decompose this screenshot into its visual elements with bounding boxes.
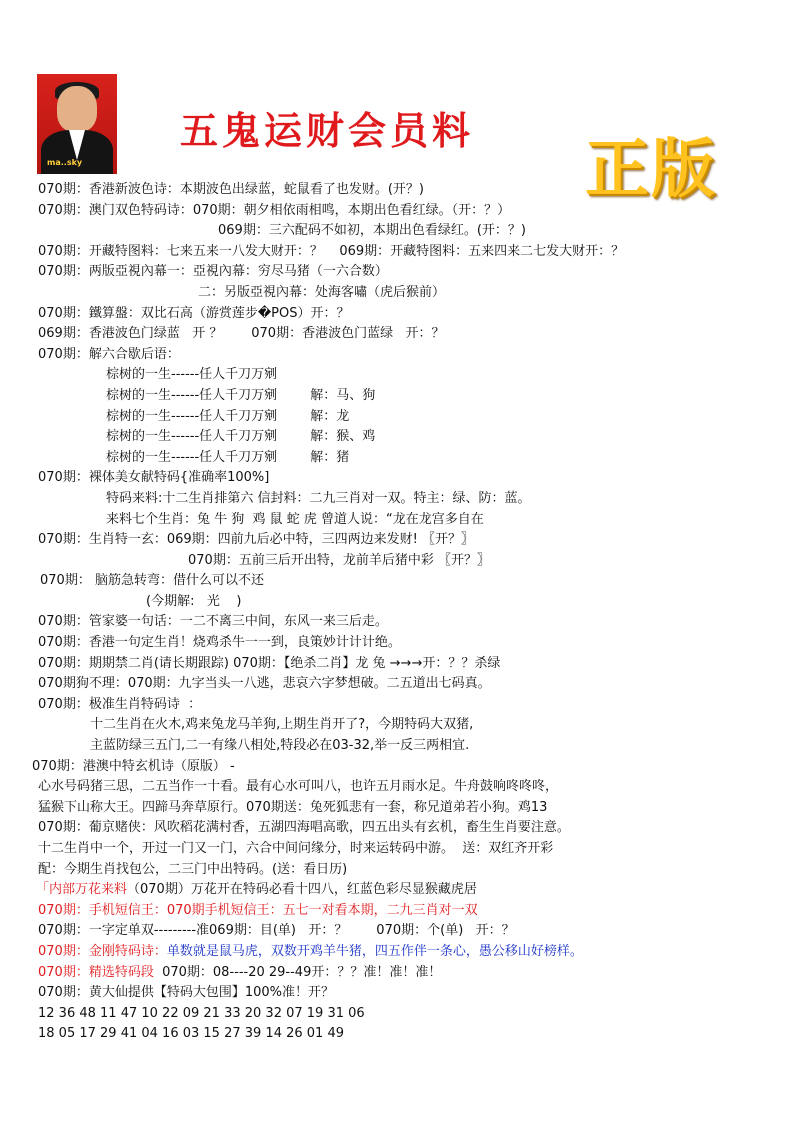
text-segment: 主蓝防绿三五门,二一有缘八相处,特段必在03-32,举一反三两相宜. — [90, 738, 470, 754]
text-line — [0, 283, 795, 304]
text-line — [0, 345, 795, 366]
text-segment: 070期： 脑筋急转弯：借什么可以不还 — [40, 573, 264, 589]
text-segment: 070期：极准生肖特码诗 ： — [38, 696, 202, 712]
text-segment: 猛猴下山称大王。四蹄马奔草原行。070期送：兔死狐悲有一套，称兄道弟若小狗。鸡13 — [38, 799, 548, 815]
text-line — [0, 674, 795, 695]
text-segment: 069期：三六配码不如初，本期出色看绿红。(开：？) — [218, 223, 526, 239]
text-segment: 棕树的一生------任人千刀万剜 解：龙 — [106, 408, 350, 424]
text-line — [0, 901, 795, 922]
text-line — [0, 880, 795, 901]
text-segment: 棕树的一生------任人千刀万剜 解：猪 — [106, 449, 350, 465]
text-line — [0, 736, 795, 757]
text-line — [0, 592, 795, 613]
text-segment: 十二生肖在火木,鸡来兔龙马羊狗,上期生肖开了?，今期特码大双猪, — [90, 717, 474, 733]
text-segment: 来料七个生肖：兔 牛 狗 鸡 鼠 蛇 虎 曾道人说：“龙在龙宫多自在 — [106, 511, 484, 527]
text-line — [0, 633, 795, 654]
text-line — [0, 304, 795, 325]
text-line — [0, 695, 795, 716]
text-segment: 070期：手机短信王：070期手机短信王：五七一对看本期，二九三肖对一双 — [38, 902, 478, 918]
text-segment: 棕树的一生------任人千刀万剜 解：马、狗 — [106, 387, 376, 403]
text-segment: 二：另版亞視內幕：处海客嘯（虎后猴前） — [198, 284, 446, 300]
text-line — [0, 1004, 795, 1025]
text-segment: 070期：裸体美女献特码{准确率100%] — [38, 470, 270, 486]
text-segment: 棕树的一生------任人千刀万剜 解：猴、鸡 — [106, 429, 376, 445]
text-segment: 070期：香港新波色诗：本期波色出绿蓝，蛇鼠看了也发财。(开？) — [38, 182, 424, 197]
text-line — [0, 262, 795, 283]
text-line — [0, 654, 795, 675]
text-line — [0, 201, 795, 222]
text-segment: 070期：港澳中特玄机诗（原版） - — [32, 758, 235, 774]
text-segment: 配：今期生肖找包公，二三门中出特码。(送：看日历) — [38, 861, 348, 877]
text-line — [0, 551, 795, 572]
text-segment: 单数就是鼠马虎，双数开鸡羊牛猪，四五作伴一条心，愚公移山好榜样。 — [166, 943, 583, 959]
text-segment: 心水号码猪三思，二五当作一十看。最有心水可叫八，也许五月雨水足。牛舟鼓响咚咚咚， — [38, 779, 559, 795]
text-line — [0, 571, 795, 592]
text-segment: 070期：澳门双色特码诗：070期：朝夕相依雨相鸣，本期出色看红绿。（开：？） — [38, 202, 511, 218]
text-segment: 070期：两版亞視內幕一：亞視內幕：穷尽马猪（一六合数） — [38, 264, 388, 280]
text-line — [0, 818, 795, 839]
text-segment: 070期：解六合歇后语： — [38, 346, 180, 362]
text-segment: 069期：香港波色门绿蓝 开 ？ 070期：香港波色门蓝绿 开：？ — [38, 326, 445, 342]
text-line — [0, 757, 795, 778]
text-line — [0, 365, 795, 386]
text-segment: （070期）万花开在特码必看十四八，红蓝色彩尽显猴藏虎居 — [127, 882, 477, 898]
text-segment: 「内部万花来料 — [36, 882, 128, 898]
text-segment: 十二生肖中一个，开过一门又一门，六合中间问缘分，时来运转码中游。 送：双红齐开彩 — [38, 841, 554, 856]
text-segment: 070期：一字定单双---------准069期：目(单) 开：？ 070期：个(单) 开：？ — [38, 923, 515, 939]
text-line — [0, 777, 795, 798]
page-title: 五鬼运财会员料 — [180, 108, 475, 153]
text-line — [0, 448, 795, 469]
text-segment: 18 05 17 29 41 04 16 03 15 27 39 14 26 01 49 — [38, 1026, 344, 1042]
text-segment: 070期：五前三后开出特，龙前羊后猪中彩 〖开？〗 — [188, 552, 490, 568]
text-line — [0, 386, 795, 407]
text-line — [0, 839, 795, 860]
document-body — [0, 180, 795, 1045]
text-line — [0, 983, 795, 1004]
text-line — [0, 798, 795, 819]
text-line — [0, 530, 795, 551]
portrait-face — [57, 86, 97, 132]
text-line — [0, 942, 795, 963]
text-segment: 070期：金刚特码诗： — [38, 943, 167, 959]
text-segment: 070期：葡京赌侠：风吹稻花满村香，五湖四海唱高歌，四五出头有玄机，畜生生肖要注意。 — [38, 820, 570, 836]
portrait-photo — [37, 74, 117, 174]
text-line — [0, 860, 795, 881]
text-segment: 070期：生肖特一玄：069期：四前九后必中特，三四两边来发财! 〖开？〗 — [38, 532, 474, 548]
authentic-badge: 正版 — [585, 133, 717, 207]
text-line — [0, 510, 795, 531]
text-line — [0, 324, 795, 345]
text-line — [0, 1024, 795, 1045]
text-segment: 070期：精选特码段 — [38, 964, 154, 980]
text-segment: 070期狗不理：070期：九字当头一八逃，悲哀六字梦想破。二五道出七码真。 — [38, 676, 491, 692]
text-line — [0, 612, 795, 633]
text-segment: 070期：鐵算盤：双比石高（游赏莲步�POS）开：？ — [38, 305, 350, 321]
text-segment: 棕树的一生------任人千刀万剜 — [106, 367, 278, 383]
text-line — [0, 180, 795, 201]
text-line — [0, 921, 795, 942]
text-segment: 070期：香港一句定生肖！烧鸡杀牛一一到，良策妙计计计绝。 — [38, 635, 401, 651]
text-line — [0, 963, 795, 984]
portrait-caption: ma..sky — [47, 158, 83, 167]
text-line — [0, 489, 795, 510]
text-line — [0, 221, 795, 242]
text-line — [0, 407, 795, 428]
text-segment: 特码来料:十二生肖排第六 信封料：二九三肖对一双。特主：绿、防：蓝。 — [106, 490, 531, 506]
text-line — [0, 427, 795, 448]
text-segment: 070期：期期禁二肖(请长期跟踪) 070期：【绝杀二肖】龙 兔 →→→开：？？杀绿 — [38, 655, 501, 671]
text-segment: 070期：管家婆一句话：一二不离三中间，东风一来三后走。 — [38, 614, 388, 630]
text-segment: 070期：黄大仙提供【特码大包围】100%准！开？ — [38, 985, 334, 1001]
text-segment: 070期：08----20 29--49开：？？准！准！准！ — [153, 964, 442, 980]
text-segment: 070期：开藏特图料：七来五来一八发大财开：？ 069期：开藏特图料：五来四来二七发大财开：？ — [38, 243, 625, 259]
text-line — [0, 715, 795, 736]
text-segment: (今期解: 光 ) — [146, 593, 242, 609]
text-segment: 12 36 48 11 47 10 22 09 21 33 20 32 07 19 31 06 — [38, 1005, 365, 1021]
text-line — [0, 468, 795, 489]
text-line — [0, 242, 795, 263]
